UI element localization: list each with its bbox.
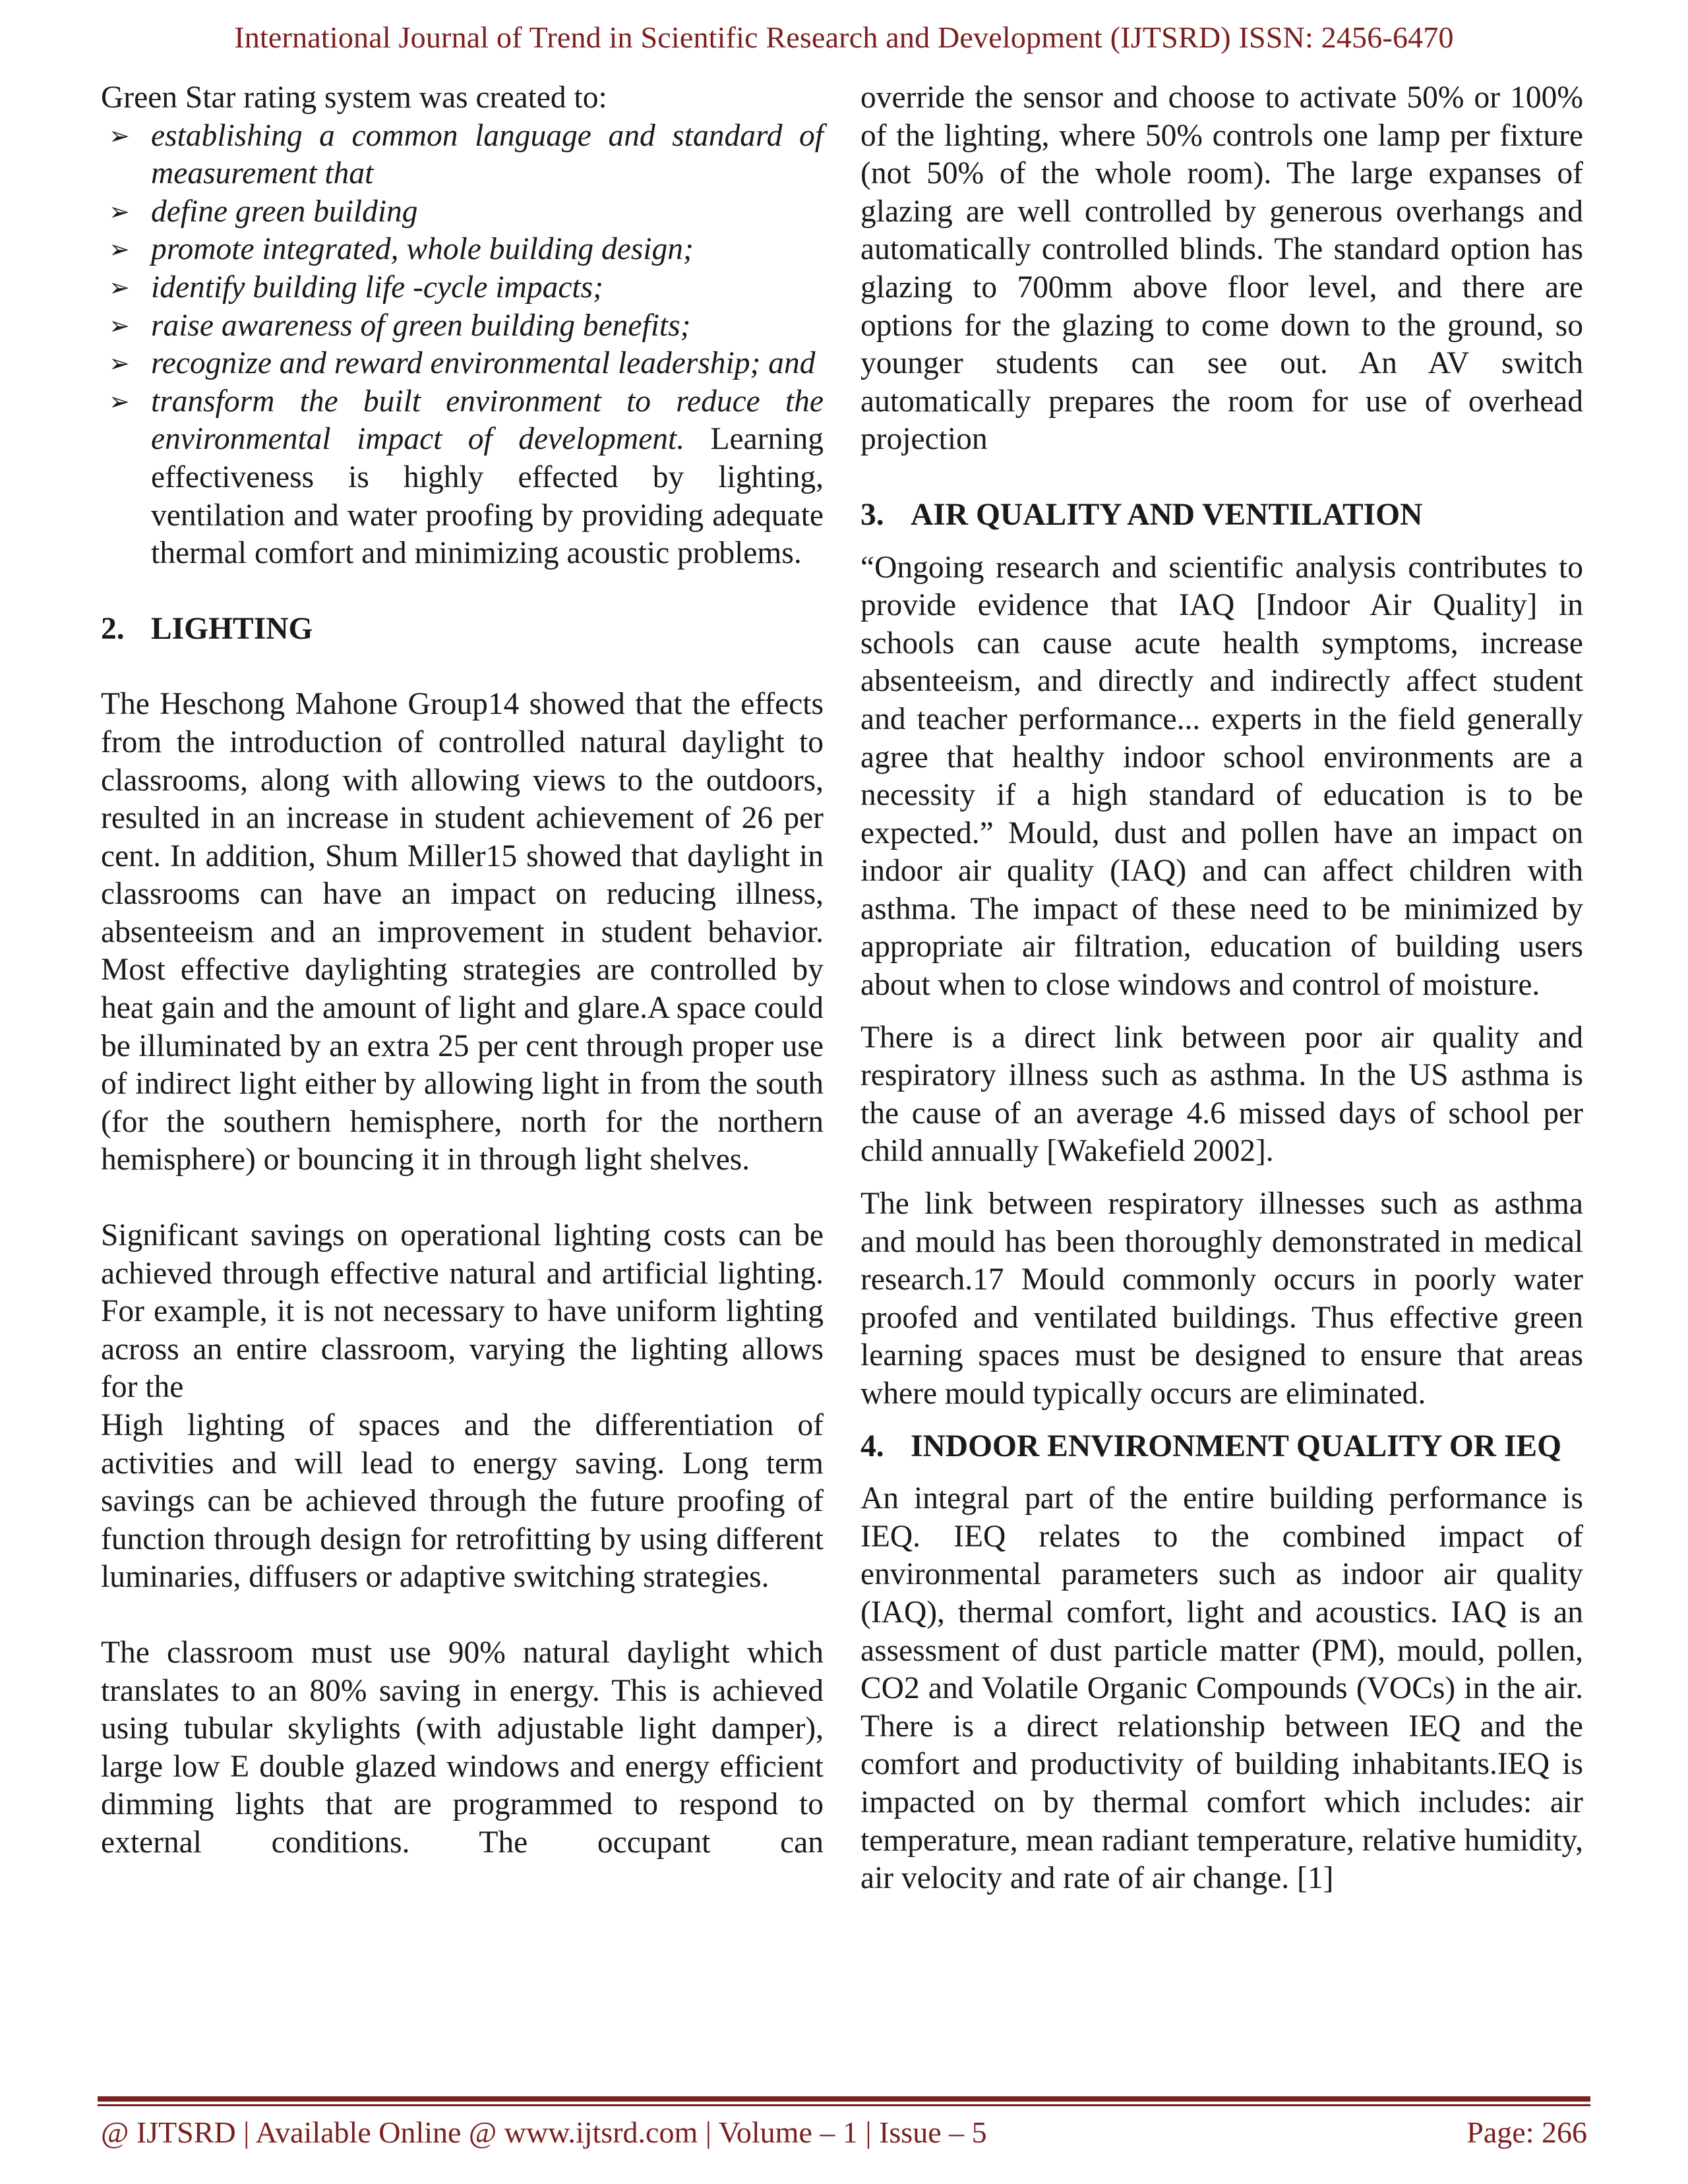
paragraph: High lighting of spaces and the differentiation of activities and will lead to energy saving. Long term savings can be achieved through the future proofing of function through design for retrofitting by using different luminaries, diffusers or adaptive switching strategies. xyxy=(101,1408,824,1595)
paragraph: There is a direct link between poor air quality and respiratory illness such as asthma. In the US asthma is the cause of an average 4.6 missed days of school per child annually [Wakefield 2002]. xyxy=(860,1020,1583,1169)
section-heading-lighting: 2. LIGHTING xyxy=(101,611,313,646)
list-item: ➢ promote integrated, whole building design; xyxy=(101,231,824,269)
footer-rule xyxy=(98,2096,1590,2106)
list-item: ➢ define green building xyxy=(101,193,824,231)
paragraph: The link between respiratory illnesses such as asthma and mould has been thoroughly demonstrated in medical research.17 Mould commonly occurs in poorly water proofed and ventilated buildings. Thus effective green learning spaces must be designed to ensure that areas where mould typically occurs are eliminated. xyxy=(860,1187,1583,1411)
arrowhead-bullet-icon: ➢ xyxy=(109,386,130,416)
list-item: ➢ establishing a common language and standard of measurement that xyxy=(109,118,824,191)
right-column xyxy=(860,79,1583,1898)
arrowhead-bullet-icon: ➢ xyxy=(109,349,130,378)
section-heading-air-quality: 3. AIR QUALITY AND VENTILATION xyxy=(860,497,1423,532)
left-column xyxy=(101,79,824,1862)
paragraph: Significant savings on operational lighting costs can be achieved through effective natural and artificial lighting. For example, it is not necessary to have uniform lighting across an entire classroom, varying the lighting allows for the xyxy=(101,1218,824,1405)
paragraph: “Ongoing research and scientific analysis contributes to provide evidence that IAQ [Indoor Air Quality] in schools can cause acute health symptoms, increase absenteeism, and directly and indirectly affect student and teacher performance... experts in the field generally agree that healthy indoor school environments are a necessity if a high standard of education is to be expected.” Mould, dust and pollen have an impact on indoor air quality (IAQ) and can affect children with asthma. The impact of these need to be minimized by appropriate air filtration, education of building users about when to close windows and control of moisture. xyxy=(860,550,1583,1003)
section-heading-ieq: 4. INDOOR ENVIRONMENT QUALITY OR IEQ xyxy=(860,1429,1562,1463)
list-item: ➢ recognize and reward environmental leadership; and xyxy=(101,345,824,383)
arrowhead-bullet-icon: ➢ xyxy=(109,235,130,264)
paragraph: The classroom must use 90% natural daylight which translates to an 80% saving in energy. This is achieved using tubular skylights (with adjustable light damper), large low E double glazed windows and energy efficient dimming lights that are programmed to respond to external conditions. The occupant can xyxy=(101,1635,824,1860)
arrowhead-bullet-icon: ➢ xyxy=(109,310,130,340)
paragraph: The Heschong Mahone Group14 showed that the effects from the introduction of controlled natural daylight to classrooms, along with allowing views to the outdoors, resulted in an increase in student achievement of 26 per cent. In addition, Shum Miller15 showed that daylight in classrooms can have an impact on reducing illness, absenteeism and an improvement in student behavior. Most effective daylighting strategies are controlled by heat gain and the amount of light and glare.A space could be illuminated by an extra 25 per cent through proper use of indirect light either by allowing light in from the south (for the southern hemisphere, north for the northern hemisphere) or bouncing it in through light shelves. xyxy=(101,687,824,1177)
arrowhead-bullet-icon: ➢ xyxy=(109,272,130,302)
journal-header: International Journal of Trend in Scientific Research and Development (IJTSRD) ISSN: 2456-6470 xyxy=(234,20,1454,54)
arrowhead-bullet-icon: ➢ xyxy=(109,196,130,226)
bullet-continuation-text: Learning effectiveness is highly effected by lighting, ventilation and water proofing by providing adequate thermal comfort and minimizing acoustic problems. xyxy=(151,422,824,571)
list-item: ➢ raise awareness of green building benefits; xyxy=(101,307,824,345)
arrowhead-bullet-icon: ➢ xyxy=(109,121,130,150)
bullet-list xyxy=(101,117,824,573)
page-number: Page: 266 xyxy=(1466,2115,1587,2149)
footer-info: @ IJTSRD | Available Online @ www.ijtsrd.com | Volume – 1 | Issue – 5 xyxy=(101,2115,987,2149)
list-item: ➢ transform the built environment to reduce the environmental impact of development. Learning effectiveness is highly effected by lighting, ventilation and water proofing by providing adequate thermal comfort and minimizing acoustic problems. xyxy=(109,384,824,571)
list-item: ➢ identify building life -cycle impacts; xyxy=(101,269,824,307)
paragraph: override the sensor and choose to activate 50% or 100% of the lighting, where 50% controls one lamp per fixture (not 50% of the whole room). The large expanses of glazing are well controlled by generous overhangs and automatically controlled blinds. The standard option has glazing to 700mm above floor level, and there are options for the glazing to come down to the ground, so younger students can see out. An AV switch automatically prepares the room for use of overhead projection xyxy=(860,80,1583,457)
page-footer xyxy=(101,2115,1587,2150)
paragraph: An integral part of the entire building performance is IEQ. IEQ relates to the combined impact of environmental parameters such as indoor air quality (IAQ), thermal comfort, light and acoustics. IAQ is an assessment of dust particle matter (PM), mould, pollen, CO2 and Volatile Organic Compounds (VOCs) in the air. There is a direct relationship between IEQ and the comfort and productivity of building inhabitants.IEQ is impacted on by thermal comfort which includes: air temperature, mean radiant temperature, relative humidity, air velocity and rate of air change. [1] xyxy=(860,1481,1583,1896)
intro-text: Green Star rating system was created to: xyxy=(101,80,607,115)
